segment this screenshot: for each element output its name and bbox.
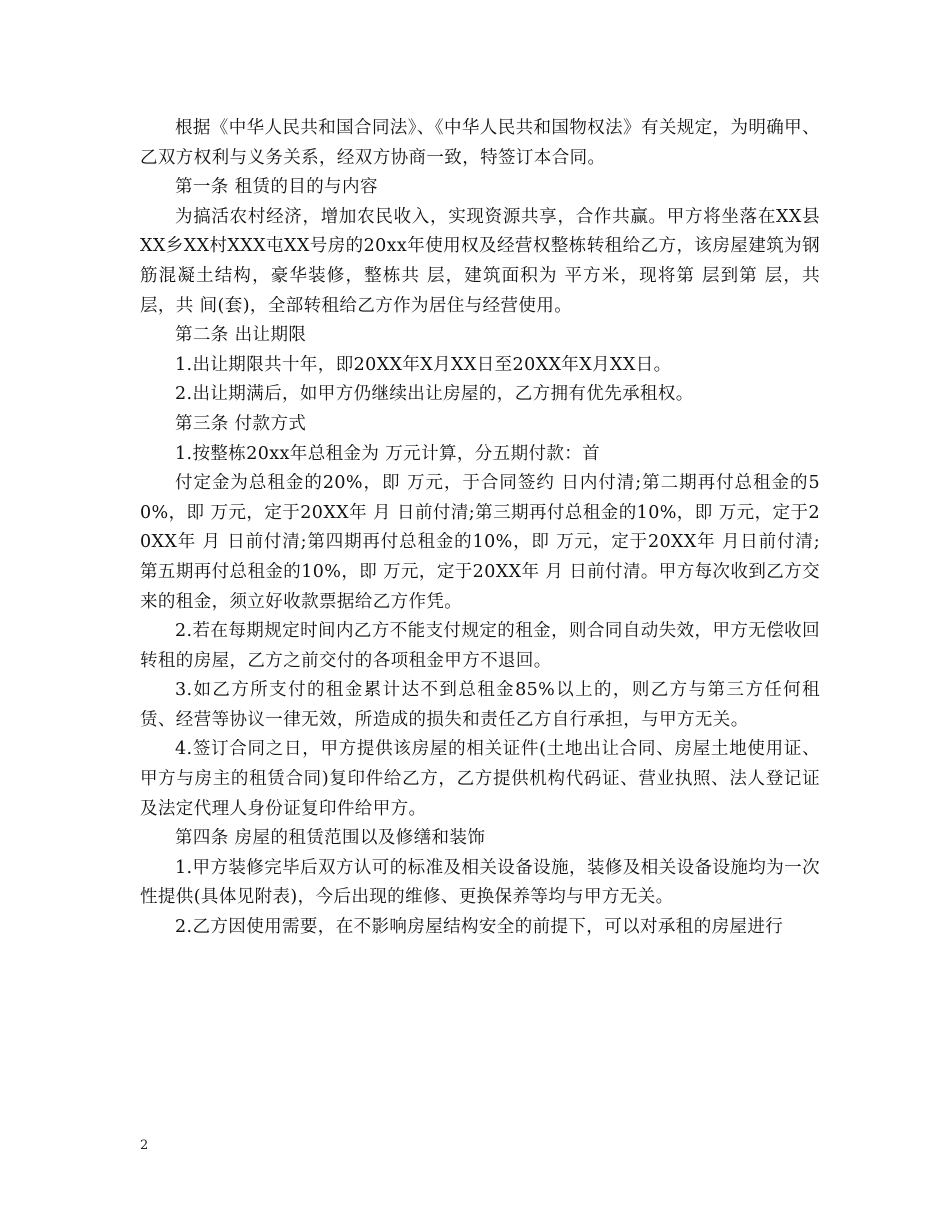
document-body — [140, 114, 820, 943]
article-4-clause-1: 1.甲方装修完毕后双方认可的标准及相关设备设施，装修及相关设备设施均为一次性提供(具体见附表)，今后出现的维修、更换保养等均与甲方无关。 — [140, 857, 820, 908]
article-4-clause-2: 2.乙方因使用需要，在不影响房屋结构安全的前提下，可以对承租的房屋进行 — [175, 917, 784, 938]
article-3-clause-1-continued: 付定金为总租金的20%，即 万元，于合同签约 日内付清;第二期再付总租金的50%，即 万元，定于20XX年 月 日前付清;第三期再付总租金的10%，即 万元，定于20XX年 月 日前付清;第四期再付总租金的10%，即 万元，定于20XX年 月日前付清;第五期再付总租金的10%，即 万元，定于20XX年 月 日前付清。甲方每次收到乙方交来的租金，须立好收款票据给乙方作凭。 — [140, 473, 820, 612]
article-2-clause-1: 1.出让期限共十年，即20XX年X月XX日至20XX年X月XX日。 — [175, 354, 672, 375]
article-4-heading: 第四条 房屋的租赁范围以及修缮和装饰 — [175, 828, 486, 849]
article-1-heading: 第一条 租赁的目的与内容 — [175, 177, 378, 198]
article-2-clause-2: 2.出让期满后，如甲方仍继续出让房屋的，乙方拥有优先承租权。 — [175, 384, 694, 405]
page-number: 2 — [140, 1138, 149, 1153]
article-3-clause-3: 3.如乙方所支付的租金累计达不到总租金85%以上的，则乙方与第三方任何租赁、经营等协议一律无效，所造成的损失和责任乙方自行承担，与甲方无关。 — [140, 680, 820, 730]
article-2-heading: 第二条 出让期限 — [175, 325, 307, 346]
article-1-paragraph: 为搞活农村经济，增加农民收入，实现资源共享，合作共赢。甲方将坐落在XX县XX乡XX村XXX屯XX号房的20xx年使用权及经营权整栋转租给乙方，该房屋建筑为钢筋混凝土结构，豪华装修，整栋共 层，建筑面积为 平方米，现将第 层到第 层，共 层，共 间(套)，全部转租给乙方作为居住与经营使用。 — [140, 206, 820, 316]
article-3-heading: 第三条 付款方式 — [175, 413, 307, 434]
preamble-paragraph: 根据《中华人民共和国合同法》、《中华人民共和国物权法》有关规定，为明确甲、乙双方权利与义务关系，经双方协商一致，特签订本合同。 — [140, 118, 820, 168]
article-3-clause-4: 4.签订合同之日，甲方提供该房屋的相关证件(土地出让合同、房屋土地使用证、甲方与房主的租赁合同)复印件给乙方，乙方提供机构代码证、营业执照、法人登记证及法定代理人身份证复印件给甲方。 — [140, 739, 820, 819]
article-3-clause-1: 1.按整栋20xx年总租金为 万元计算，分五期付款：首 — [175, 443, 601, 464]
article-3-clause-2: 2.若在每期规定时间内乙方不能支付规定的租金，则合同自动失效，甲方无偿收回转租的房屋，乙方之前交付的各项租金甲方不退回。 — [140, 621, 820, 671]
